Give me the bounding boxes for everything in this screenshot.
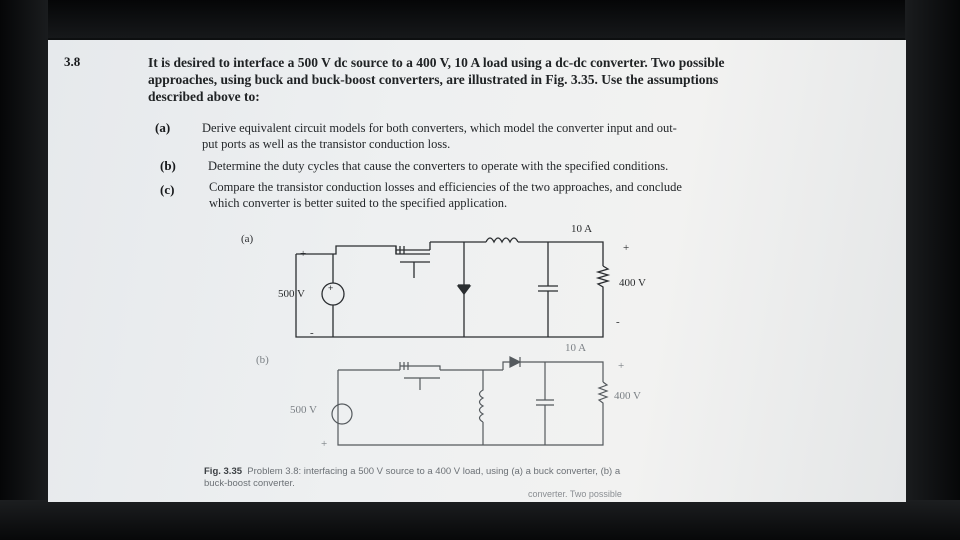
figure-b-inductor-icon — [480, 370, 484, 445]
caption-line: Problem 3.8: interfacing a 500 V source to a 400 V load, using (a) a buck converter, (b) a — [247, 466, 621, 477]
figure-a-load-minus: - — [616, 316, 620, 328]
stem-line: approaches, using buck and buck-boost converters, are illustrated in Fig. 3.35. Use the assumptions — [148, 72, 719, 87]
figure-a-wiring — [296, 254, 603, 337]
stem-line: described above to: — [148, 89, 260, 104]
figure-b-load-resistor-icon — [599, 382, 607, 412]
figure-b-current: 10 A — [565, 342, 587, 354]
figure-b-mosfet-icon — [400, 362, 440, 390]
figure-a-diode-icon — [458, 242, 470, 337]
monitor-bezel-bottom — [0, 500, 960, 540]
figure-a-source-voltage: 500 V — [278, 288, 305, 300]
figure-b-wiring — [338, 370, 603, 445]
figure-a-source-minus: - — [310, 327, 314, 339]
figure-a-circuit — [296, 238, 608, 337]
figure-b-source-icon — [332, 404, 352, 424]
monitor-bezel-left — [0, 0, 48, 540]
figure-a-mosfet-icon — [396, 242, 430, 278]
stem-line: It is desired to interface a 500 V dc source to a 400 V, 10 A load using a dc-dc converter. Two possible — [148, 55, 725, 70]
caption-fig-number: Fig. 3.35 — [204, 466, 243, 477]
figure-a-inductor-icon — [448, 238, 556, 242]
figure-b-load-plus: + — [618, 360, 625, 372]
figure-a-capacitor-icon — [538, 242, 558, 337]
figure-a-load-plus: + — [623, 242, 630, 254]
item-line: Compare the transistor conduction losses and efficiencies of the two approaches, and conclude — [209, 180, 682, 194]
figure-b-wiring — [338, 362, 603, 382]
figure-b-source-voltage: 500 V — [290, 404, 317, 416]
figure-a-source-plus: + — [300, 248, 307, 260]
item-c-letter: (c) — [160, 182, 175, 197]
monitor-bezel-top — [0, 0, 960, 38]
figure-a-label: (a) — [241, 233, 254, 245]
figure-b-capacitor-icon — [536, 362, 554, 445]
figure-a-load-resistor-icon — [598, 266, 608, 296]
figure-a-load-voltage: 400 V — [619, 277, 646, 289]
caption-line: buck-boost converter. — [204, 478, 295, 489]
figure-b-load-voltage: 400 V — [614, 390, 641, 402]
figure-b-source-plus: + — [321, 438, 328, 450]
figure-b-diode-icon — [503, 357, 528, 370]
figure-b-circuit — [332, 357, 607, 445]
svg-text:+: + — [328, 283, 334, 293]
item-line: Derive equivalent circuit models for both converters, which model the converter input and out- — [202, 121, 677, 135]
document-page — [48, 40, 906, 502]
item-line: Determine the duty cycles that cause the converters to operate with the specified conditions. — [208, 159, 669, 173]
item-line: put ports as well as the transistor conduction loss. — [202, 137, 451, 151]
figure-a-current: 10 A — [571, 223, 593, 235]
item-line: which converter is better suited to the specified application. — [209, 196, 508, 210]
circuit-diagrams — [48, 40, 906, 502]
item-b-letter: (b) — [160, 158, 176, 173]
monitor-bezel-right — [905, 0, 960, 540]
item-a-letter: (a) — [155, 120, 171, 135]
partial-next-text: converter. Two possible — [528, 489, 622, 499]
problem-number: 3.8 — [64, 54, 81, 69]
figure-b-label: (b) — [256, 354, 269, 366]
figure-a-wiring — [296, 242, 603, 266]
